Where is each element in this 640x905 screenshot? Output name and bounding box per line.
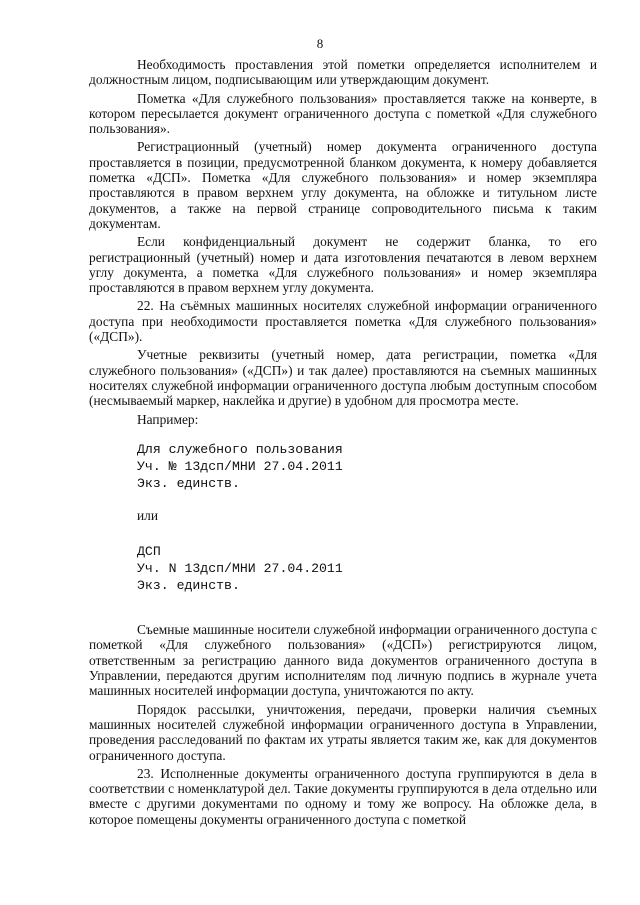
paragraph: Если конфиденциальный документ не содержит бланка, то его регистрационный (учетный) номер и дата изготовления печатаются в левом верхнем углу документа, а пометка «Для служебного пользования» и номер экземпляра проставляются в правом верхнем углу документа. — [89, 234, 597, 296]
stamp-line: Уч. № 13дсп/МНИ 27.04.2011 — [137, 458, 343, 474]
document-body — [89, 57, 597, 830]
page-number: 8 — [316, 36, 324, 51]
stamp-line: ДСП — [137, 544, 161, 560]
paragraph: Необходимость проставления этой пометки определяется исполнителем и должностным лицом, подписывающим или утверждающим документ. — [89, 57, 597, 88]
paragraph: Регистрационный (учетный) номер документа ограниченного доступа проставляется в позиции, предусмотренной бланком документа, к номеру добавляется пометка «ДСП». Пометка «Для служебного пользования» и номер экземпляра проставляются в правом верхнем углу документа, на обложке и титульном листе документов, а также на первой странице сопроводительного письма к таким документам. — [89, 139, 597, 231]
stamp-line: Уч. N 13дсп/МНИ 27.04.2011 — [137, 561, 343, 577]
paragraph-item-23: 23. Исполненные документы ограниченного доступа группируются в дела в соответствии с номенклатурой дел. Такие документы группируются в дела отдельно или вместе с другими документами по одному и тому же вопросу. На обложке дела, в которое помещены документы ограниченного доступа с пометкой — [89, 765, 597, 827]
example-label: Например: — [137, 411, 199, 427]
stamp-line: Для служебного пользования — [137, 441, 343, 457]
paragraph: Учетные реквизиты (учетный номер, дата регистрации, пометка «Для служебного пользования» («ДСП») и так далее) проставляются на съемных машинных носителях служебной информации ограниченного доступа любым доступным способом (несмываемый маркер, наклейка и другие) в удобном для просмотра месте. — [89, 347, 597, 409]
stamp-line: Экз. единств. — [137, 578, 240, 594]
paragraph-item-22: 22. На съёмных машинных носителях служебной информации ограниченного доступа при необходимости проставляется пометка «Для служебного пользования» («ДСП»). — [89, 298, 597, 345]
example-stamp-1 — [89, 441, 597, 492]
spacer — [89, 594, 597, 622]
example-stamp-2 — [89, 543, 597, 594]
paragraph: Порядок рассылки, уничтожения, передачи, проверки наличия съемных машинных носителей служебной информации ограниченного доступа в Управлении, проведения расследований по фактам их утраты является таким же, как для документов ограниченного доступа. — [89, 701, 597, 763]
stamp-line: Экз. единств. — [137, 475, 240, 491]
or-label: или — [137, 507, 159, 523]
paragraph: Пометка «Для служебного пользования» проставляется также на конверте, в котором пересылается документ ограниченного доступа с пометкой «Для служебного пользования». — [89, 90, 597, 137]
paragraph: Съемные машинные носители служебной информации ограниченного доступа с пометкой «Для служебного пользования» («ДСП») регистрируются лицом, ответственным за регистрацию данного вида документов ограниченного доступа в Управлении, передаются другим исполнителям под личную подпись в журнале учета машинных носителей информации доступа, уничтожаются по акту. — [89, 622, 597, 699]
